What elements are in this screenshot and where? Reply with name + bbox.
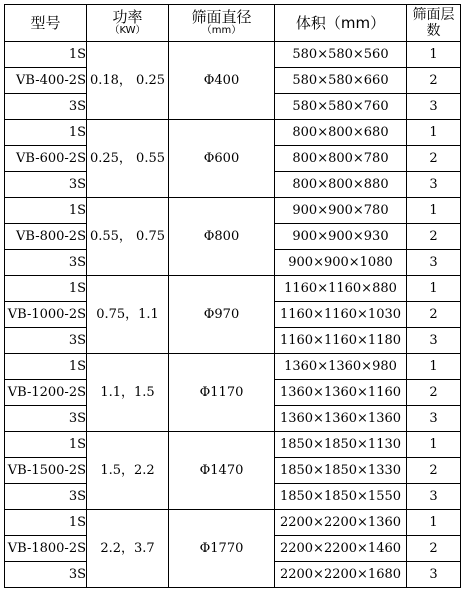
spec-table xyxy=(4,4,461,588)
layers-cell: 2 xyxy=(407,302,461,328)
volume-cell: 1850×1850×1330 xyxy=(275,458,407,484)
layers-cell: 3 xyxy=(407,94,461,120)
layers-cell: 1 xyxy=(407,42,461,68)
volume-cell: 1160×1160×880 xyxy=(275,276,407,302)
header-diameter xyxy=(169,5,275,42)
model-cell: 1S xyxy=(5,276,87,302)
layers-cell: 2 xyxy=(407,536,461,562)
model-cell: 3S xyxy=(5,406,87,432)
layers-cell: 1 xyxy=(407,432,461,458)
model-cell: VB-1000-2S xyxy=(5,302,87,328)
layers-cell: 2 xyxy=(407,146,461,172)
header-diameter-unit: （mm） xyxy=(201,24,242,36)
model-cell: 1S xyxy=(5,198,87,224)
volume-cell: 1850×1850×1550 xyxy=(275,484,407,510)
volume-cell: 900×900×930 xyxy=(275,224,407,250)
layers-cell: 2 xyxy=(407,68,461,94)
header-layers-line2: 数 xyxy=(426,23,441,39)
volume-cell: 1360×1360×1160 xyxy=(275,380,407,406)
power-cell: 0.18， 0.25 xyxy=(87,42,169,120)
table-row xyxy=(5,354,461,380)
header-volume: 体积（mm） xyxy=(275,5,407,42)
volume-cell: 2200×2200×1460 xyxy=(275,536,407,562)
table-row xyxy=(5,42,461,68)
volume-cell: 800×800×780 xyxy=(275,146,407,172)
layers-cell: 1 xyxy=(407,120,461,146)
power-cell: 2.2，3.7 xyxy=(87,510,169,588)
header-power-unit: （KW） xyxy=(109,24,146,36)
layers-cell: 2 xyxy=(407,458,461,484)
header-power-label: 功率 xyxy=(112,7,143,26)
volume-cell: 1160×1160×1030 xyxy=(275,302,407,328)
model-cell: 1S xyxy=(5,354,87,380)
diameter-cell: Φ600 xyxy=(169,120,275,198)
model-cell: 1S xyxy=(5,510,87,536)
header-layers xyxy=(407,5,461,42)
model-cell: VB-1800-2S xyxy=(5,536,87,562)
power-cell: 1.5，2.2 xyxy=(87,432,169,510)
layers-cell: 1 xyxy=(407,276,461,302)
header-row xyxy=(5,5,461,42)
diameter-cell: Φ400 xyxy=(169,42,275,120)
volume-cell: 1160×1160×1180 xyxy=(275,328,407,354)
model-cell: VB-800-2S xyxy=(5,224,87,250)
diameter-cell: Φ1770 xyxy=(169,510,275,588)
layers-cell: 1 xyxy=(407,198,461,224)
model-cell: VB-1200-2S xyxy=(5,380,87,406)
table-row xyxy=(5,432,461,458)
layers-cell: 1 xyxy=(407,354,461,380)
layers-cell: 1 xyxy=(407,510,461,536)
volume-cell: 900×900×780 xyxy=(275,198,407,224)
volume-cell: 1360×1360×1360 xyxy=(275,406,407,432)
diameter-cell: Φ970 xyxy=(169,276,275,354)
volume-cell: 800×800×680 xyxy=(275,120,407,146)
volume-cell: 580×580×660 xyxy=(275,68,407,94)
power-cell: 0.75，1.1 xyxy=(87,276,169,354)
model-cell: 3S xyxy=(5,250,87,276)
model-cell: 3S xyxy=(5,172,87,198)
model-cell: 3S xyxy=(5,562,87,588)
layers-cell: 3 xyxy=(407,562,461,588)
model-cell: 1S xyxy=(5,42,87,68)
volume-cell: 2200×2200×1680 xyxy=(275,562,407,588)
volume-cell: 1360×1360×980 xyxy=(275,354,407,380)
volume-cell: 900×900×1080 xyxy=(275,250,407,276)
power-cell: 0.55， 0.75 xyxy=(87,198,169,276)
header-diameter-label: 筛面直径 xyxy=(191,7,252,26)
model-cell: 1S xyxy=(5,120,87,146)
model-cell: VB-1500-2S xyxy=(5,458,87,484)
layers-cell: 3 xyxy=(407,250,461,276)
layers-cell: 3 xyxy=(407,172,461,198)
model-cell: 3S xyxy=(5,328,87,354)
layers-cell: 3 xyxy=(407,328,461,354)
table-body xyxy=(5,42,461,588)
diameter-cell: Φ1170 xyxy=(169,354,275,432)
layers-cell: 2 xyxy=(407,380,461,406)
table-row xyxy=(5,198,461,224)
layers-cell: 3 xyxy=(407,406,461,432)
model-cell: VB-600-2S xyxy=(5,146,87,172)
diameter-cell: Φ1470 xyxy=(169,432,275,510)
model-cell: 1S xyxy=(5,432,87,458)
model-cell: 3S xyxy=(5,484,87,510)
model-cell: 3S xyxy=(5,94,87,120)
table-row xyxy=(5,510,461,536)
layers-cell: 2 xyxy=(407,224,461,250)
header-model: 型号 xyxy=(5,5,87,42)
header-layers-line1: 筛面层 xyxy=(412,7,455,23)
volume-cell: 580×580×560 xyxy=(275,42,407,68)
volume-cell: 2200×2200×1360 xyxy=(275,510,407,536)
table-row xyxy=(5,120,461,146)
model-cell: VB-400-2S xyxy=(5,68,87,94)
power-cell: 1.1，1.5 xyxy=(87,354,169,432)
volume-cell: 580×580×760 xyxy=(275,94,407,120)
volume-cell: 800×800×880 xyxy=(275,172,407,198)
volume-cell: 1850×1850×1130 xyxy=(275,432,407,458)
header-power xyxy=(87,5,169,42)
layers-cell: 3 xyxy=(407,484,461,510)
diameter-cell: Φ800 xyxy=(169,198,275,276)
table-row xyxy=(5,276,461,302)
power-cell: 0.25， 0.55 xyxy=(87,120,169,198)
